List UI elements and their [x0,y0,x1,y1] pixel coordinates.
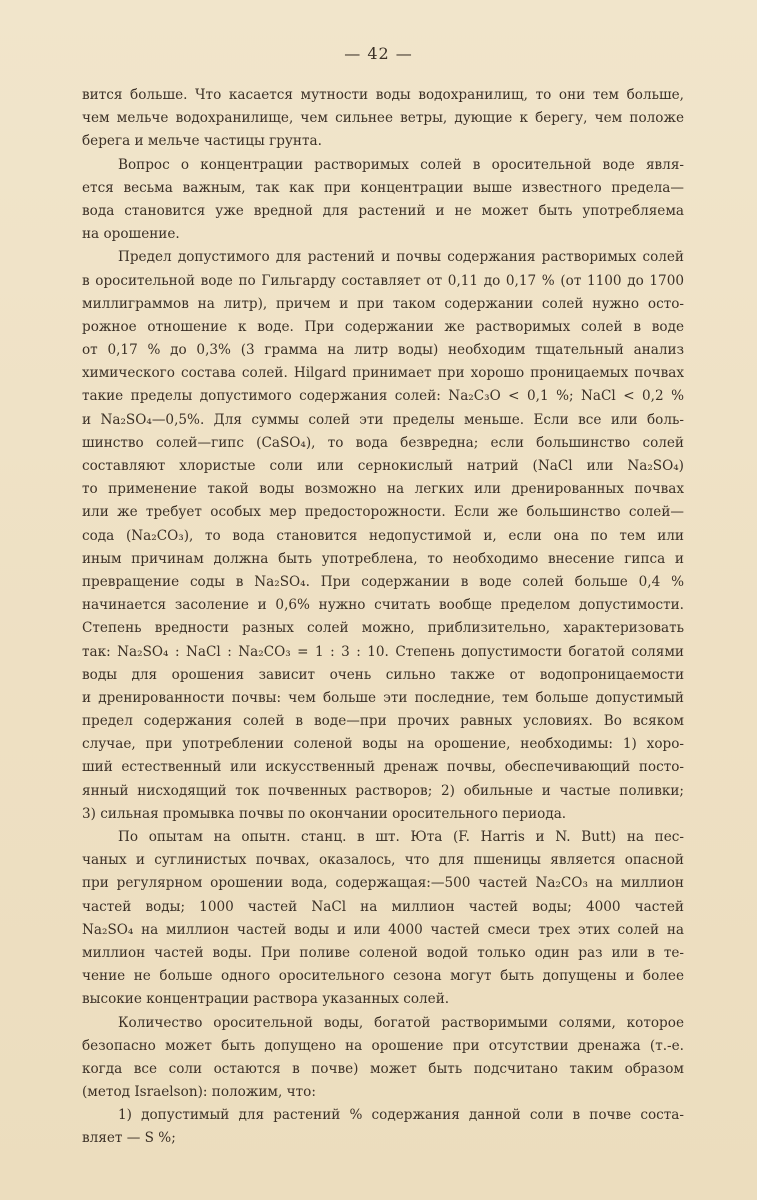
text-line: и дренированности почвы: чем больше эти последние, тем больше допустимый [82,689,684,706]
text-line: высокие концентрации раствора указанных солей. [82,991,450,1008]
text-line: Степень вредности разных солей можно, приблизительно, характеризовать [82,620,684,637]
text-line: вода становится уже вредной для растений и не может быть употребляема [82,202,684,219]
text-line: составляют хлористые соли или сернокислый натрий (NaCl или Na₂SO₄) [82,458,684,474]
text-line: когда все соли остаются в почве) может быть подсчитано таким образом [82,1060,684,1077]
text-line: частей воды; 1000 частей NaCl на миллион частей воды; 4000 частей [82,898,684,915]
text-line: чаных и суглинистых почвах, оказалось, что для пшеницы является опасной [82,852,684,869]
text-line: или же требует особых мер предосторожности. Если же большинство солей— [82,504,684,521]
text-line: так: Na₂SO₄ : NaCl : Na₂CO₃ = 1 : 3 : 10. Степень допустимости богатой солями [82,643,684,660]
text-line: на орошение. [82,226,180,243]
text-line: 1) допустимый для растений % содержания данной соли в почве соста- [118,1107,684,1124]
text-line: миллиграммов на литр), причем и при таком содержании солей нужно осто- [82,295,684,312]
text-line: то применение такой воды возможно на легких или дренированных почвах [82,481,684,498]
text-line: начинается засоление и 0,6% нужно считать вообще пределом допустимости. [82,597,684,614]
text-line: 3) сильная промывка почвы по окончании оросительного периода. [82,805,567,822]
text-line: чение не больше одного оросительного сезона могут быть допущены и более [82,968,684,985]
text-line: рожное отношение к воде. При содержании же растворимых солей в воде [82,318,684,335]
text-line: миллион частей воды. При поливе соленой водой только один раз или в те- [82,944,684,961]
text-line: вится больше. Что касается мутности воды водохранилищ, то они тем больше, [82,87,684,103]
text-line: Вопрос о концентрации растворимых солей в оросительной воде явля- [118,156,684,173]
text-line: в оросительной воде по Гильгарду составляет от 0,11 до 0,17 % (от 1100 до 1700 [82,272,684,289]
text-line: ется весьма важным, так как при концентрации выше известного предела— [82,179,684,196]
text-line: от 0,17 % до 0,3% (3 грамма на литр воды) необходим тщательный анализ [82,342,684,359]
text-line: Предел допустимого для растений и почвы содержания растворимых солей [118,249,684,266]
text-line: чем мельче водохранилище, чем сильнее ветры, дующие к берегу, чем положе [82,110,684,127]
text-line: при регулярном орошении вода, содержащая:—500 частей Na₂CO₃ на миллион [82,875,684,892]
text-line: безопасно может быть допущено на орошение при отсутствии дренажа (т.-е. [82,1037,684,1054]
text-line: янный нисходящий ток почвенных растворов; 2) обильные и частые поливки; [82,782,684,799]
text-line: вляет — S %; [82,1130,176,1147]
text-line: превращение соды в Na₂SO₄. При содержании в воде солей больше 0,4 % [82,573,684,590]
text-line: и Na₂SO₄—0,5%. Для суммы солей эти пределы меньше. Если все или боль- [82,411,684,428]
text-line: шинство солей—гипс (CaSO₄), то вода безвредна; если большинство солей [82,434,684,451]
page-number: — 42 — [344,44,413,63]
text-line: такие пределы допустимого содержания солей: Na₂C₃O < 0,1 %; NaCl < 0,2 % [82,388,684,405]
text-line: Na₂SO₄ на миллион частей воды и или 4000 частей смеси трех этих солей на [82,921,684,938]
text-line: По опытам на опытн. станц. в шт. Юта (F. Harris и N. Butt) на пес- [118,829,684,845]
text-line: предел содержания солей в воде—при прочих равных условиях. Во всяком [82,713,684,730]
text-line: химического состава солей. Hilgard принимает при хорошо проницаемых почвах [82,365,684,382]
text-line: берега и мельче частицы грунта. [82,133,322,150]
text-line: Количество оросительной воды, богатой растворимыми солями, которое [118,1014,684,1031]
text-line: случае, при употреблении соленой воды на орошение, необходимы: 1) хоро- [82,736,684,753]
text-line: ший естественный или искусственный дренаж почвы, обеспечивающий посто- [82,759,684,776]
text-line: сода (Na₂CO₃), то вода становится недопустимой и, если она по тем или [82,527,684,544]
text-line: иным причинам должна быть употреблена, то необходимо внесение гипса и [82,550,684,567]
text-line: (метод Israelson): положим, что: [82,1084,316,1101]
body-text [82,84,684,1151]
text-line: воды для орошения зависит очень сильно также от водопроницаемости [82,666,684,683]
